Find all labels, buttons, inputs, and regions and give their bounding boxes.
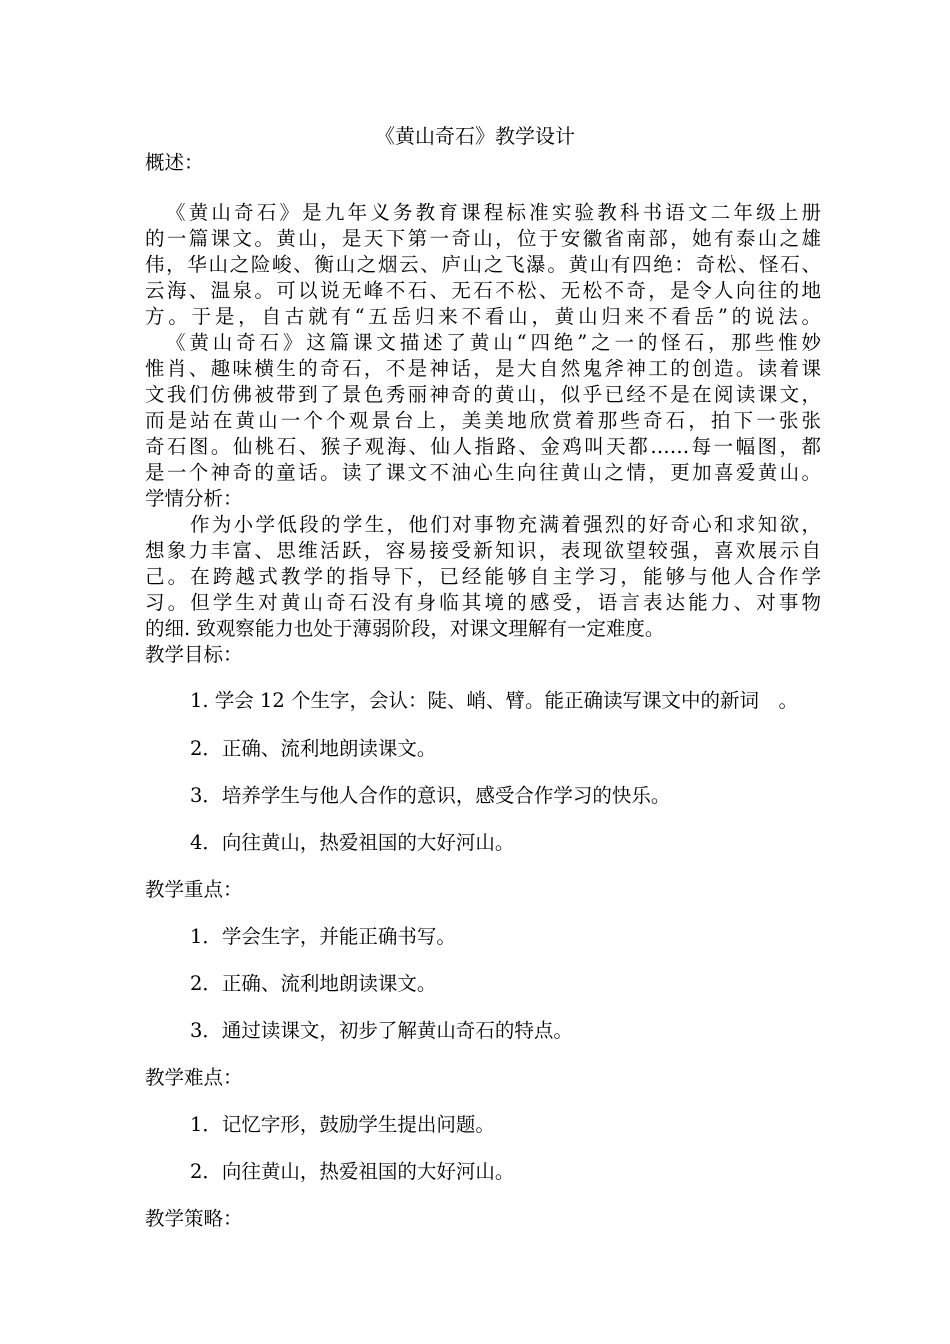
analysis-line: 的细. 致观察能力也处于薄弱阶段，对课文理解有一定难度。 (145, 617, 665, 640)
key-point-item: 3．通过读课文，初步了解黄山奇石的特点。 (190, 1019, 573, 1042)
difficulties-heading: 教学难点： (145, 1066, 243, 1089)
strategy-heading: 教学策略： (145, 1207, 243, 1230)
overview-line: 云海、温泉。可以说无峰不石、无石不松、无松不奇，是令人向往的地 (145, 279, 821, 302)
overview-line: 是一个神奇的童话。读了课文不油心生向往黄山之情，更加喜爱黄山。 (145, 461, 821, 484)
goal-item: 3．培养学生与他人合作的意识，感受合作学习的快乐。 (190, 784, 671, 807)
overview-line: 惟肖、趣味横生的奇石，不是神话，是大自然鬼斧神工的创造。读着课 (145, 357, 821, 380)
analysis-line: 想象力丰富、思维活跃，容易接受新知识，表现欲望较强，喜欢展示自 (145, 539, 821, 562)
overview-line: 文我们仿佛被带到了景色秀丽神奇的黄山，似乎已经不是在阅读课文， (145, 383, 821, 406)
overview-line: 而是站在黄山一个个观景台上，美美地欣赏着那些奇石，拍下一张张 (145, 409, 821, 432)
goals-heading: 教学目标： (145, 643, 243, 666)
overview-line: 奇石图。仙桃石、猴子观海、仙人指路、金鸡叫天都……每一幅图，都 (145, 435, 821, 458)
analysis-heading: 学情分析： (145, 487, 243, 510)
overview-line: 伟，华山之险峻、衡山之烟云、庐山之飞瀑。黄山有四绝：奇松、怪石、 (145, 253, 821, 276)
key-point-item: 2．正确、流利地朗读课文。 (190, 972, 437, 995)
analysis-line: 作为小学低段的学生，他们对事物充满着强烈的好奇心和求知欲， (190, 513, 821, 536)
overview-heading: 概述： (145, 151, 204, 174)
goal-item: 2．正确、流利地朗读课文。 (190, 737, 437, 760)
document-title: 《黄山奇石》教学设计 (375, 124, 575, 148)
overview-line: 《黄山奇石》是九年义务教育课程标准实验教科书语文二年级上册 (166, 201, 821, 224)
analysis-line: 习。但学生对黄山奇石没有身临其境的感受，语言表达能力、对事物 (145, 591, 821, 614)
difficulty-item: 1．记忆字形，鼓励学生提出问题。 (190, 1113, 495, 1136)
goal-item: 4．向往黄山，热爱祖国的大好河山。 (190, 831, 515, 854)
difficulty-item: 2．向往黄山，热爱祖国的大好河山。 (190, 1160, 515, 1183)
key-point-item: 1．学会生字，并能正确书写。 (190, 925, 456, 948)
analysis-line: 己。在跨越式教学的指导下，已经能够自主学习，能够与他人合作学 (145, 565, 821, 588)
key-points-heading: 教学重点： (145, 878, 243, 901)
overview-line: 方。于是，自古就有“五岳归来不看山，黄山归来不看岳”的说法。 (145, 305, 821, 328)
overview-line: 的一篇课文。黄山，是天下第一奇山，位于安徽省南部，她有泰山之雄 (145, 227, 821, 250)
overview-line: 《黄山奇石》这篇课文描述了黄山“四绝”之一的怪石，那些惟妙 (166, 331, 821, 354)
goal-item: 1. 学会 12 个生字，会认：陡、峭、臂。能正确读写课文中的新词 。 (190, 689, 799, 712)
